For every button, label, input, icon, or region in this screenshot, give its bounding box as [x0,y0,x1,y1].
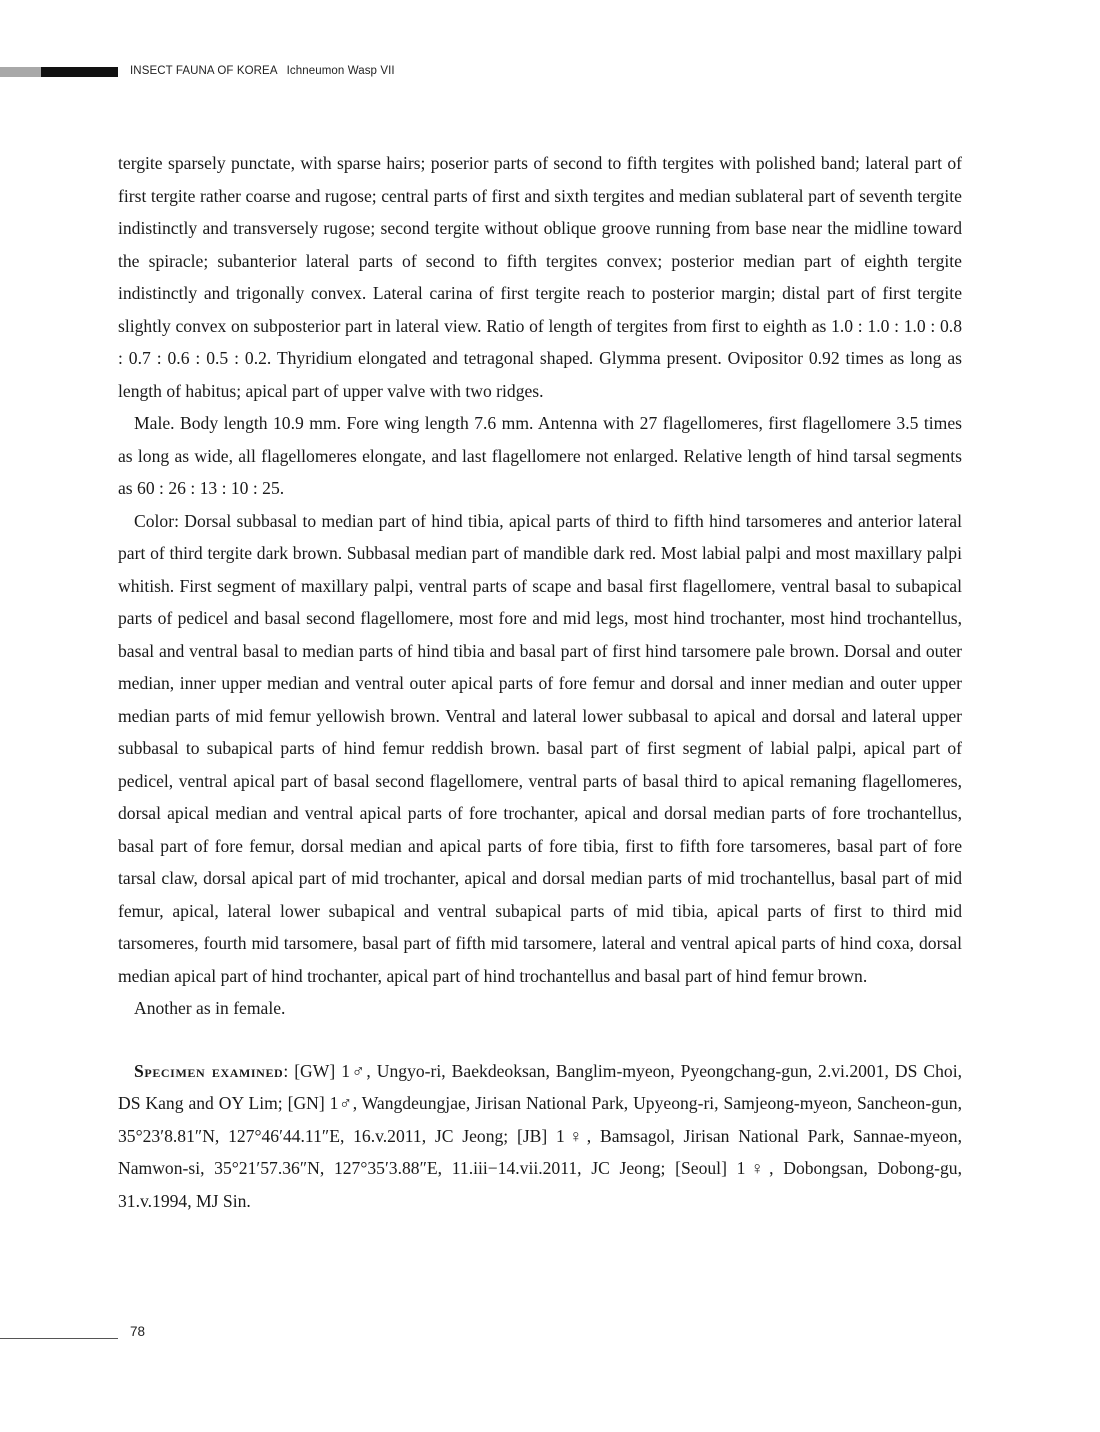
header-bar-grey [0,67,41,77]
specimen-label: Specimen examined [134,1060,284,1081]
header-bar-black [41,67,118,77]
paragraph-tergite-description: tergite sparsely punctate, with sparse hairs; poserior parts of second to fifth tergites with polished band; lateral part of first tergite rather coarse and rugose; central parts of first and sixth tergites and median sublateral part of seventh tergite indistinctly and transversely rugose; second tergite without oblique groove running from base near the midline toward the spiracle; subanterior lateral parts of second to fifth tergites convex; posterior median part of eighth tergite indistinctly and trigonally convex. Lateral carina of first tergite reach to posterior margin; distal part of first tergite slightly convex on subposterior part in lateral view. Ratio of length of tergites from first to eighth as 1.0 : 1.0 : 1.0 : 0.8 : 0.7 : 0.6 : 0.5 : 0.2. Thyridium elongated and tetragonal shaped. Glymma present. Ovipositor 0.92 times as long as length of habitus; apical part of upper valve with two ridges. [118,153,962,401]
paragraph-specimen-examined [118,1055,962,1218]
page-number: 78 [130,1324,146,1339]
paragraph-male: Male. Body length 10.9 mm. Fore wing length 7.6 mm. Antenna with 27 flagellomeres, first flagellomere 3.5 times as long as wide, all flagellomeres elongate, and last flagellomere not enlarged. Relative length of hind tarsal segments as 60 : 26 : 13 : 10 : 25. [118,413,962,498]
body-text [118,147,962,1217]
specimen-text: : [GW] 1♂, Ungyo-ri, Baekdeoksan, Banglim-myeon, Pyeongchang-gun, 2.vi.2001, DS Choi, DS Kang and OY Lim; [GN] 1♂, Wangdeungjae, Jirisan National Park, Upyeong-ri, Samjeong-myeon, Sancheon-gun, 35°23′8.81″N, 127°46′44.11″E, 16.v.2011, JC Jeong; [JB] 1♀, Bamsagol, Jirisan National Park, Sannae-myeon, Namwon-si, 35°21′57.36″N, 127°35′3.88″E, 11.iii−14.vii.2011, JC Jeong; [Seoul] 1♀, Dobongsan, Dobong-gu, 31.v.1994, MJ Sin. [118,1060,962,1211]
header-subtitle: Ichneumon Wasp VII [286,65,395,77]
paragraph-color: Color: Dorsal subbasal to median part of hind tibia, apical parts of third to fifth hind tarsomeres and anterior lateral part of third tergite dark brown. Subbasal median part of mandible dark red. Most labial palpi and most maxillary palpi whitish. First segment of maxillary palpi, ventral parts of scape and basal first flagellomere, ventral basal to subapical parts of pedicel and basal second flagellomere, most fore and mid legs, most hind trochanter, most hind trochantellus, basal and ventral basal to median parts of hind tibia and basal part of first hind tarsomere pale brown. Dorsal and outer median, inner upper median and ventral outer apical parts of fore femur and dorsal and inner median and outer upper median parts of mid femur yellowish brown. Ventral and lateral lower subbasal to apical and dorsal and lateral upper subbasal to subapical parts of hind femur reddish brown. basal part of first segment of labial palpi, apical part of pedicel, ventral apical part of basal second flagellomere, ventral parts of basal third to apical remaning flagellomeres, dorsal apical median and ventral apical parts of fore trochanter, apical and dorsal median parts of fore trochantellus, basal part of fore femur, dorsal median and apical parts of fore tibia, first to fifth fore tarsomeres, basal part of fore tarsal claw, dorsal apical part of mid trochanter, apical and dorsal median parts of mid trochantellus, basal part of mid femur, apical, lateral lower subapical and ventral subapical parts of mid tibia, apical parts of first to third mid tarsomeres, fourth mid tarsomere, basal part of fifth mid tarsomere, lateral and ventral apical parts of hind coxa, dorsal median apical part of hind trochanter, apical part of hind trochantellus and basal part of hind femur brown. [118,510,962,986]
paragraph-another: Another as in female. [134,998,286,1018]
running-header [0,67,600,79]
header-title: INSECT FAUNA OF KOREA [130,65,278,77]
footer-rule [0,1338,118,1339]
header-text [130,65,395,77]
